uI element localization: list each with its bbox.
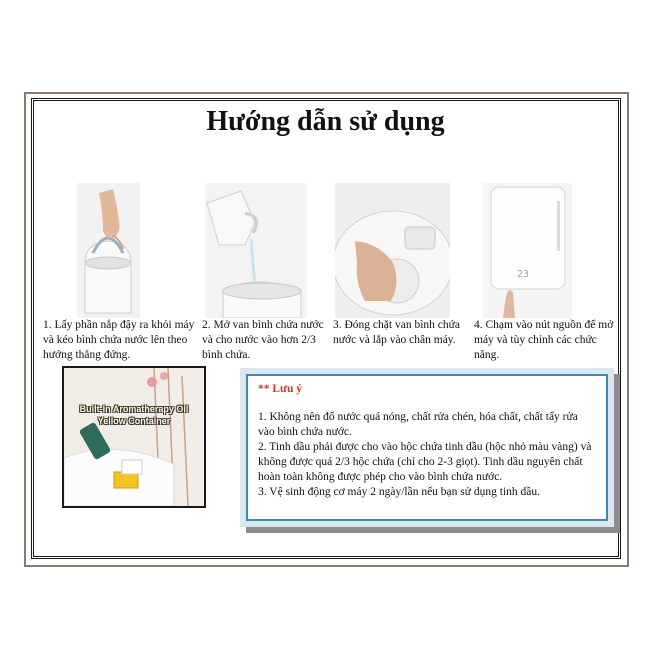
aroma-label-line2: Yellow Container xyxy=(97,416,171,426)
note-item-1: 1. Không nên đổ nước quá nóng, chất rửa chén, hóa chất, chất tẩy rửa vào bình chứa nước. xyxy=(258,411,578,438)
note-item-2: 2. Tinh dầu phải được cho vào hộc chứa tinh dầu (hộc nhỏ màu vàng) và không được quá 2/3 hộc chứa (chỉ cho 2-3 giọt). Tinh dầu nguyên chất hoàn toàn không được phép cho vào bình chứa nước. xyxy=(258,441,592,483)
note-box xyxy=(240,368,614,527)
note-item-3: 3. Vệ sinh động cơ máy 2 ngày/lần nếu bạn sử dụng tinh dầu. xyxy=(258,486,540,498)
oil-container-icon xyxy=(64,368,204,506)
note-content xyxy=(246,374,608,521)
aromatherapy-photo xyxy=(62,366,206,508)
hand-lifting-lid-photo xyxy=(77,183,140,318)
humidifier-display-digits: 23 xyxy=(516,269,530,280)
closing-valve-photo xyxy=(335,183,450,318)
step-2-text: 2. Mở van bình chứa nước và cho nước vào hơn 2/3 bình chứa. xyxy=(202,319,324,361)
step-1-text: 1. Lấy phần nắp đậy ra khỏi máy và kéo bình chứa nước lên theo hướng thẳng đứng. xyxy=(43,319,195,361)
step-4-text: 4. Chạm vào nút nguồn để mở máy và tùy chỉnh các chức năng. xyxy=(474,319,614,361)
step-2-photo xyxy=(205,183,307,318)
page-title: Hướng dẫn sử dụng xyxy=(206,106,445,137)
step-3-photo xyxy=(335,183,450,318)
pouring-water-photo xyxy=(205,183,307,318)
step-3-text: 3. Đóng chặt van bình chứa nước và lắp vào chân máy. xyxy=(333,319,460,346)
note-heading: ** Lưu ý xyxy=(258,383,302,395)
step-1-photo xyxy=(77,183,140,318)
step-4-photo xyxy=(483,183,572,318)
touch-power-button-photo xyxy=(483,183,572,318)
aroma-label-line1: Built-In Aromatherapy Oil xyxy=(79,404,189,414)
